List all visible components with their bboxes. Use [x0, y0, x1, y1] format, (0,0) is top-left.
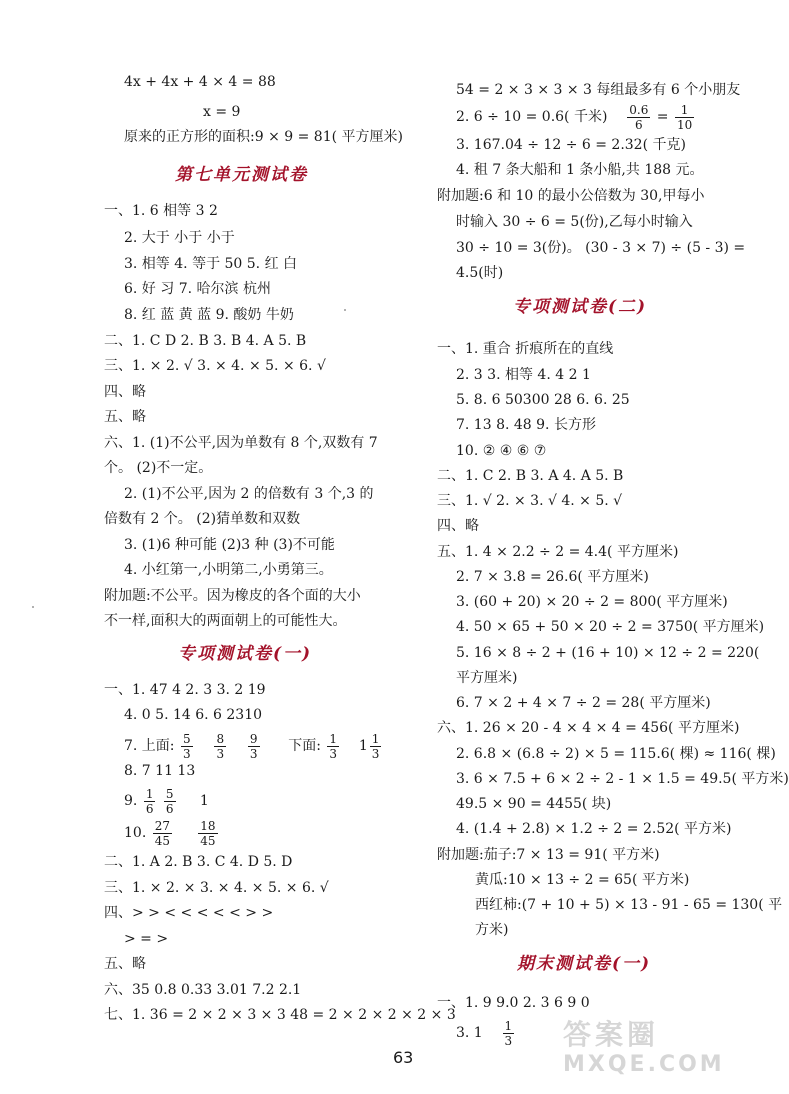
answer-line: 5. 8. 6 50300 28 6. 6. 25 — [456, 392, 630, 408]
answer-line-fractions — [124, 818, 220, 848]
answer-line: 方米) — [475, 922, 509, 938]
watermark-text: 答案圈 — [563, 1018, 660, 1051]
answer-text: 10. — [124, 825, 147, 841]
answer-line: 49.5 × 90 = 4455( 块) — [456, 796, 612, 812]
answer-line: 附加题:不公平。因为橡皮的各个面的大小 — [104, 588, 361, 604]
answer-text: 1 — [199, 793, 209, 809]
answer-line-fractions — [456, 102, 696, 132]
fraction: $\frac{18}{45}$ — [200, 818, 216, 848]
answer-line: 四、略 — [104, 384, 146, 400]
answer-line: 个。 (2)不一定。 — [104, 460, 213, 476]
answer-line: 六、35 0.8 0.33 3.01 7.2 2.1 — [104, 982, 302, 998]
answer-line: 附加题:6 和 10 的最小公倍数为 30,甲每小 — [437, 188, 705, 204]
section-heading: 第七单元测试卷 — [175, 165, 308, 185]
answer-text: 9. — [124, 793, 138, 809]
answer-line: 一、1. 6 相等 3 2 — [104, 203, 218, 219]
answer-line: 黄瓜:10 × 13 ÷ 2 = 65( 平方米) — [475, 872, 690, 888]
fraction: $\frac{5}{3}$ — [182, 731, 191, 761]
fraction: $\frac{1}{3}$ — [504, 1018, 513, 1048]
answer-line: 4. (1.4 + 2.8) × 1.2 ÷ 2 = 2.52( 平方米) — [456, 821, 732, 837]
watermark-logo — [563, 1018, 743, 1084]
fraction: $\frac{27}{45}$ — [154, 818, 170, 848]
answer-line: 六、1. 26 × 20 - 4 × 4 × 4 = 456( 平方厘米) — [437, 720, 740, 736]
fraction: $\frac{0.6}{6}$ — [629, 102, 649, 132]
answer-line: 3. 6 × 7.5 + 6 × 2 ÷ 2 - 1 × 1.5 = 49.5( 平方米) — [456, 771, 789, 787]
answer-line: 四、略 — [437, 518, 479, 534]
answer-line: 2. 大于 小于 小于 — [124, 230, 235, 246]
answer-line: > = > — [124, 931, 169, 947]
answer-line: 附加题:茄子:7 × 13 = 91( 平方米) — [437, 847, 660, 863]
scan-speck — [344, 309, 346, 311]
answer-line: 一、1. 47 4 2. 3 3. 2 19 — [104, 682, 266, 698]
answer-line: 6. 7 × 2 + 4 × 7 ÷ 2 = 28( 平方厘米) — [456, 695, 711, 711]
answer-line: 二、1. C D 2. B 3. B 4. A 5. B — [104, 333, 307, 349]
fraction: $\frac{8}{3}$ — [216, 731, 225, 761]
answer-line-fractions — [124, 731, 383, 761]
answer-line: 3. 167.04 ÷ 12 ÷ 6 = 2.32( 千克) — [456, 137, 686, 153]
answer-text: 下面: — [288, 738, 321, 754]
scan-speck — [32, 606, 34, 608]
answer-line: 30 ÷ 10 = 3(份)。 (30 - 3 × 7) ÷ (5 - 3) = — [456, 240, 746, 256]
answer-line: 2. 6.8 × (6.8 ÷ 2) × 5 = 115.6( 棵) ≈ 116( 棵) — [456, 746, 776, 762]
answer-line: 二、1. A 2. B 3. C 4. D 5. D — [104, 854, 293, 870]
answer-line: 4. 50 × 65 + 50 × 20 ÷ 2 = 3750( 平方厘米) — [456, 619, 765, 635]
answer-line: 不一样,面积大的两面朝上的可能性大。 — [104, 613, 347, 629]
answer-line: 六、1. (1)不公平,因为单数有 8 个,双数有 7 — [104, 435, 378, 451]
answer-line: 10. ② ④ ⑥ ⑦ — [456, 443, 547, 459]
answer-line: 西红柿:(7 + 10 + 5) × 13 - 91 - 65 = 130( 平 — [475, 897, 783, 913]
section-heading: 期末测试卷(一) — [517, 954, 652, 974]
answer-line: 倍数有 2 个。 (2)猜单数和双数 — [104, 511, 301, 527]
section-heading: 专项测试卷(二) — [513, 297, 648, 317]
fraction: $\frac{1}{10}$ — [676, 102, 693, 132]
answer-text: 2. 6 ÷ 10 = 0.6( 千米) — [456, 109, 608, 125]
answer-line: 2. 7 × 3.8 = 26.6( 平方厘米) — [456, 569, 649, 585]
answer-line: 3. (1)6 种可能 (2)3 种 (3)不可能 — [124, 537, 335, 553]
answer-line: x = 9 — [203, 104, 241, 120]
answer-line: 4.5(时) — [456, 265, 504, 281]
answer-line: 7. 13 8. 48 9. 长方形 — [456, 417, 596, 433]
answer-line: 时输入 30 ÷ 6 = 5(份),乙每小时输入 — [456, 214, 693, 230]
fraction: $\frac{5}{6}$ — [165, 786, 174, 816]
answer-line: 3. 相等 4. 等于 50 5. 红 白 — [124, 256, 298, 272]
answer-line: 4. 小红第一,小明第二,小勇第三。 — [124, 562, 333, 578]
answer-line: 4x + 4x + 4 × 4 = 88 — [124, 74, 276, 90]
answer-text: 3. 1 — [456, 1025, 483, 1041]
answer-line: 五、略 — [104, 956, 146, 972]
answer-line: 七、1. 36 = 2 × 2 × 3 × 3 48 = 2 × 2 × 2 × 2 × 3 — [104, 1007, 456, 1023]
answer-line: 五、略 — [104, 409, 146, 425]
answer-line: 8. 红 蓝 黄 蓝 9. 酸奶 牛奶 — [124, 307, 294, 323]
fraction: $\frac{9}{3}$ — [249, 731, 258, 761]
answer-line: 平方厘米) — [456, 670, 518, 686]
answer-line: 4. 0 5. 14 6. 6 2310 — [124, 707, 263, 723]
answer-line: 54 = 2 × 3 × 3 × 3 每组最多有 6 个小朋友 — [456, 82, 741, 98]
answer-line-fractions — [124, 786, 209, 816]
answer-text: 7. 上面: — [124, 738, 175, 754]
answer-line: 二、1. C 2. B 3. A 4. A 5. B — [437, 468, 624, 484]
section-heading: 专项测试卷(一) — [178, 644, 313, 664]
page-number: 63 — [393, 1048, 414, 1067]
answer-line: 一、1. 9 9.0 2. 3 6 9 0 — [437, 995, 590, 1011]
answer-line: 3. (60 + 20) × 20 ÷ 2 = 800( 平方厘米) — [456, 594, 728, 610]
fraction: $\frac{1}{3}$ — [329, 731, 338, 761]
answer-line-fractions — [456, 1018, 516, 1048]
answer-line: 5. 16 × 8 ÷ 2 + (16 + 10) × 12 ÷ 2 = 220( — [456, 645, 760, 661]
answer-line: 三、1. × 2. × 3. × 4. × 5. × 6. √ — [104, 880, 329, 896]
answer-line: 一、1. 重合 折痕所在的直线 — [437, 341, 614, 357]
answer-line: 三、1. × 2. √ 3. × 4. × 5. × 6. √ — [104, 358, 326, 374]
answer-line: 原来的正方形的面积:9 × 9 = 81( 平方厘米) — [124, 129, 403, 145]
answer-line: 2. 3 3. 相等 4. 4 2 1 — [456, 367, 591, 383]
answer-line: 2. (1)不公平,因为 2 的倍数有 3 个,3 的 — [124, 486, 374, 502]
answer-line: 4. 租 7 条大船和 1 条小船,共 188 元。 — [456, 162, 704, 178]
answer-line: 三、1. √ 2. × 3. √ 4. × 5. √ — [437, 493, 623, 509]
answer-line: 四、> > < < < < < > > — [104, 905, 274, 921]
watermark-url: MXQE.COM — [563, 1052, 725, 1077]
mixed-number: 1 $\frac{1}{3}$ — [358, 731, 380, 761]
answer-line: 五、1. 4 × 2.2 ÷ 2 = 4.4( 平方厘米) — [437, 544, 679, 560]
answer-text: = — [656, 109, 669, 125]
answer-line: 6. 好 习 7. 哈尔滨 杭州 — [124, 281, 271, 297]
fraction: $\frac{1}{6}$ — [145, 786, 154, 816]
answer-line: 8. 7 11 13 — [124, 763, 196, 779]
